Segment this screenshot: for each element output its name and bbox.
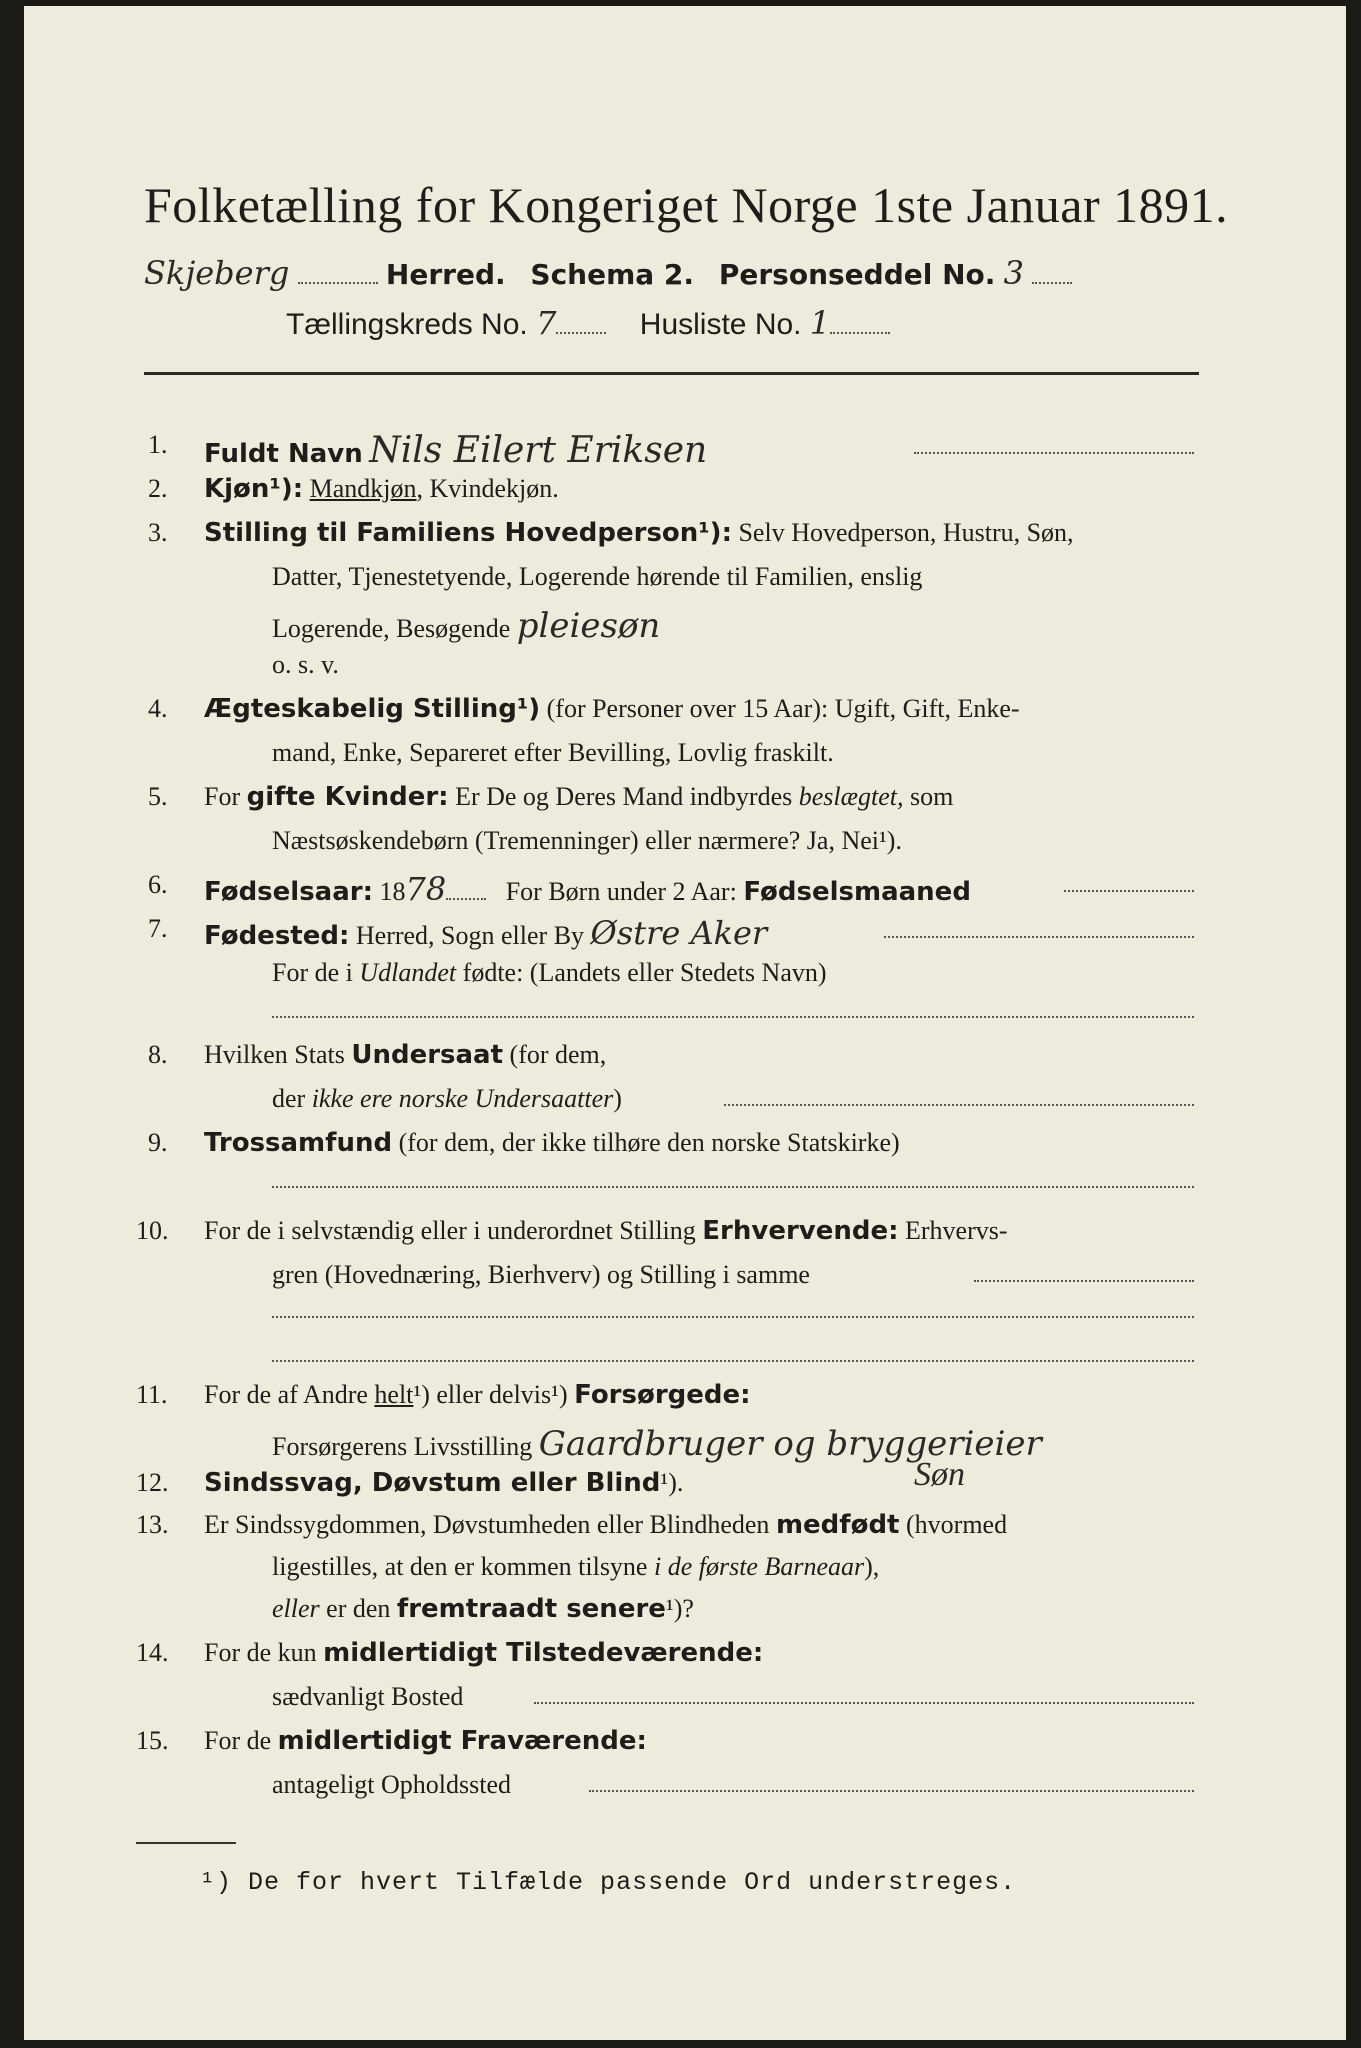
q8-label: Undersaat [351, 1040, 504, 1070]
tellingskreds-label: Tællingskreds No. [286, 308, 528, 341]
q13-bold1: medfødt [775, 1510, 900, 1540]
q13-bold2: fremtraadt senere [396, 1594, 666, 1624]
item-number: 2. [148, 474, 168, 503]
footnote-divider [136, 1842, 236, 1844]
q7-text-2a: For de i [272, 958, 353, 987]
q11-text-1a: For de af Andre [204, 1380, 368, 1409]
q11-underlined: helt [374, 1380, 414, 1409]
q2-text [204, 474, 559, 504]
q3-text-4: o. s. v. [272, 650, 339, 679]
q8-prefix: Hvilken Stats [204, 1040, 345, 1069]
q13-line3 [272, 1594, 694, 1624]
q13-text-3b: ¹)? [665, 1594, 694, 1623]
q14-text-2: sædvanligt Bosted [272, 1682, 464, 1711]
q3-line3 [272, 606, 660, 646]
q5-text-1-end: som [903, 782, 954, 811]
q13-text-1a: Er Sindssygdommen, Døvstumheden eller Blindheden [204, 1510, 770, 1539]
herred-line [144, 254, 1072, 292]
q5-text-1: Er De og Deres Mand indbyrdes [455, 782, 793, 811]
q2-label: Kjøn¹): [204, 474, 304, 504]
q14-line-fill [534, 1702, 1194, 1704]
q14-label [204, 1638, 763, 1668]
q5-label: gifte Kvinder: [246, 782, 449, 812]
item-number: 15. [136, 1726, 169, 1755]
schema-label: Schema 2. [530, 258, 695, 291]
item-number: 6. [148, 870, 168, 899]
q13-line2 [272, 1552, 879, 1582]
item-number: 11. [136, 1380, 168, 1409]
q7-text-2b: fødte: (Landets eller Stedets Navn) [462, 958, 827, 987]
q2-option-other: , Kvindekjøn. [416, 474, 559, 503]
q10-label: Erhvervende: [702, 1216, 899, 1246]
q12-label: Sindssvag, Døvstum eller Blind [204, 1468, 661, 1498]
q12-value: Søn [914, 1456, 965, 1493]
item-number: 12. [136, 1468, 169, 1497]
q10-text-2: gren (Hovednæring, Bierhverv) og Stilling i samme [272, 1260, 810, 1289]
q14-prefix: For de kun [204, 1638, 317, 1667]
q6-line [204, 870, 971, 908]
form-title: Folketælling for Kongeriget Norge 1ste Januar 1891. [144, 177, 1229, 233]
personseddel-value: 3 [1003, 254, 1025, 292]
q15-label [204, 1726, 647, 1756]
q5-line1 [204, 782, 953, 812]
q5-italic: beslægtet, [798, 782, 904, 811]
q1-label [204, 430, 707, 471]
q5-prefix: For [204, 782, 241, 811]
q9-text-1: (for dem, der ikke tilhøre den norske Statskirke) [398, 1128, 900, 1157]
husliste-label: Husliste No. [639, 308, 802, 341]
item-number: 7. [148, 914, 168, 943]
q7-text-1: Herred, Sogn eller By [355, 921, 585, 950]
q6-child-label: For Børn under 2 Aar: [505, 877, 737, 906]
q6-prefix: 18 [379, 877, 406, 906]
herred-label: Herred. [385, 258, 506, 291]
q3-text-3: Logerende, Besøgende [272, 614, 511, 643]
item-number: 14. [136, 1638, 169, 1667]
q9-label: Trossamfund [204, 1128, 393, 1158]
q10-text-1a: For de i selvstændig eller i underordnet Stilling [204, 1216, 696, 1245]
q7-italic: Udlandet [359, 958, 457, 987]
personseddel-label: Personseddel No. [718, 258, 996, 291]
q3-label: Stilling til Familiens Hovedperson¹): [204, 518, 732, 548]
q9-line1 [204, 1128, 900, 1158]
q1-label-text: Fuldt Navn [204, 439, 363, 469]
q14-label-text: midlertidigt Tilstedeværende: [323, 1638, 764, 1668]
q8-italic: ikke ere norske Undersaatter [311, 1084, 614, 1113]
q13-italic: i de første Barneaar [653, 1552, 865, 1581]
q6-line-fill [1064, 890, 1194, 892]
q11-text-2: Forsørgerens Livsstilling [272, 1432, 533, 1461]
q3-line1 [204, 518, 1074, 548]
item-number: 13. [136, 1510, 169, 1539]
q11-label: Forsørgede: [574, 1380, 751, 1410]
q7-line2 [272, 958, 827, 988]
q6-month-label: Fødselsmaaned [743, 877, 971, 907]
q13-text-2b: ), [864, 1552, 880, 1581]
q6-label: Fødselsaar: [204, 877, 373, 907]
q15-label-text: midlertidigt Fraværende: [277, 1726, 647, 1756]
q2-option-selected: Mandkjøn [309, 474, 417, 503]
q4-line1 [204, 694, 1020, 724]
census-form [24, 6, 1346, 2040]
q4-text-1: (for Personer over 15 Aar): Ugift, Gift, Enke- [546, 694, 1020, 723]
q12-suffix: ¹). [660, 1468, 684, 1497]
q7-line-fill [884, 936, 1194, 938]
item-number: 5. [148, 782, 168, 811]
herred-value: Skjeberg [144, 254, 290, 292]
header-divider [144, 372, 1199, 375]
q8-text-1: (for dem, [509, 1040, 607, 1069]
q13-text-1b: (hvormed [906, 1510, 1008, 1539]
q11-line1 [204, 1380, 751, 1410]
q1-value: Nils Eilert Eriksen [369, 430, 708, 471]
tellingskreds-value: 7 [536, 304, 557, 342]
q8-line-fill [724, 1104, 1194, 1106]
q10-line-fill [974, 1280, 1194, 1282]
husliste-value: 1 [809, 304, 831, 342]
item-number: 9. [148, 1128, 168, 1157]
q11-value: Gaardbruger og bryggerieier [538, 1424, 1042, 1464]
q7-line1 [204, 914, 767, 952]
q10-line1 [204, 1216, 1008, 1246]
q10-text-1b: Erhvervs- [905, 1216, 1008, 1245]
q3-text-2: Datter, Tjenestetyende, Logerende hørende til Familien, enslig [272, 562, 923, 591]
q13-line1 [204, 1510, 1007, 1540]
footnote: ¹) De for hvert Tilfælde passende Ord understreges. [200, 1868, 1017, 1897]
q8-text-2b: ) [613, 1084, 622, 1113]
q8-line1 [204, 1040, 606, 1070]
q5-text-2: Næstsøskendebørn (Tremenninger) eller nærmere? Ja, Nei¹). [272, 826, 902, 855]
q8-line2 [272, 1084, 622, 1114]
q6-value: 78 [405, 870, 447, 908]
q11-text-1b: ¹) eller delvis¹) [413, 1380, 568, 1409]
q3-text-1: Selv Hovedperson, Hustru, Søn, [738, 518, 1074, 547]
item-number: 1. [148, 430, 168, 459]
q8-text-2a: der [272, 1084, 306, 1113]
q12-line [204, 1468, 683, 1498]
tellingskreds-line [286, 304, 890, 342]
q7-value: Østre Aker [590, 914, 768, 952]
q10-blank-line [272, 1316, 1194, 1318]
q10-blank-line [272, 1360, 1194, 1362]
q13-italic-2: eller [272, 1594, 320, 1623]
q15-prefix: For de [204, 1726, 272, 1755]
q15-text-2: antageligt Opholdssted [272, 1770, 512, 1799]
q4-text-2: mand, Enke, Separeret efter Bevilling, Lovlig fraskilt. [272, 738, 834, 767]
q7-label: Fødested: [204, 921, 350, 951]
q4-label: Ægteskabelig Stilling¹) [204, 694, 541, 724]
q9-blank-line [272, 1186, 1194, 1188]
item-number: 4. [148, 694, 168, 723]
item-number: 3. [148, 518, 168, 547]
q15-line-fill [589, 1790, 1194, 1792]
q7-blank-line [272, 1016, 1194, 1018]
q13-text-3a: er den [326, 1594, 391, 1623]
q13-text-2a: ligestilles, at den er kommen tilsyne [272, 1552, 648, 1581]
item-number: 8. [148, 1040, 168, 1069]
q1-line [914, 452, 1194, 454]
item-number: 10. [136, 1216, 169, 1245]
q3-value: pleiesøn [516, 606, 661, 646]
